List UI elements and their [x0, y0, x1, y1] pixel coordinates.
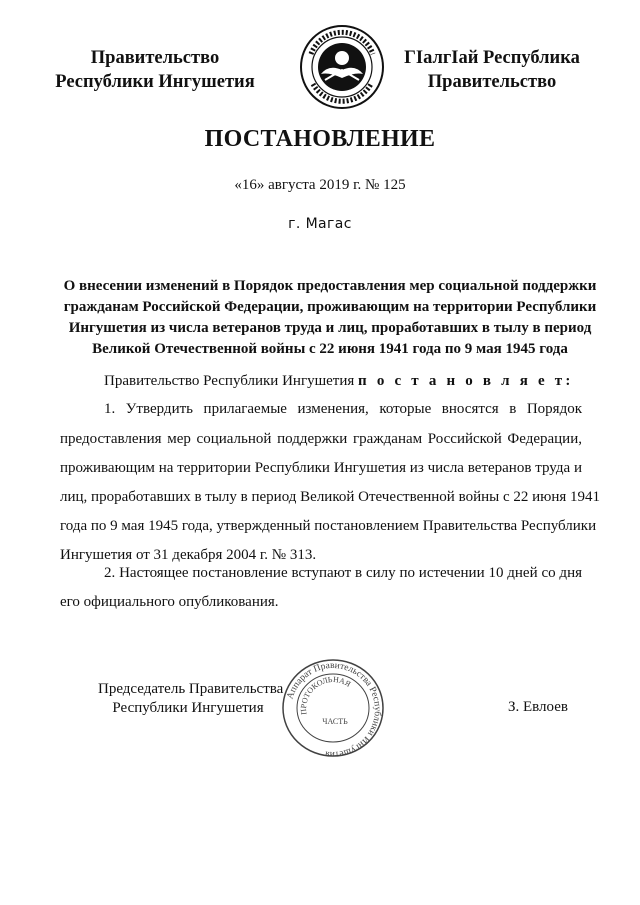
decree-item-1-line: проживающим на территории Республики Ингушетия из числа ветеранов труда и	[60, 460, 582, 476]
header-right-line: Правительство	[427, 72, 557, 92]
decree-item-1-line: 1. Утвердить прилагаемые изменения, которые вносятся в Порядок	[104, 401, 582, 417]
header-left-line: Республики Ингушетия	[55, 72, 255, 92]
signatory-position-line: Председатель Правительства	[98, 681, 284, 697]
decree-item-2-line: 2. Настоящее постановление вступают в силу по истечении 10 дней со дня	[104, 565, 582, 581]
decree-verb: п о с т а н о в л я е т:	[358, 373, 574, 389]
signatory-position	[98, 680, 284, 718]
decree-intro	[104, 373, 574, 390]
decree-item-2-line: его официального опубликования.	[60, 594, 279, 610]
decree-item-1-line: лиц, проработавших в тылу в период Великой Отечественной войны с 22 июня 1941	[60, 489, 601, 505]
stamp-center-text: ЧАСТЬ	[322, 717, 348, 726]
stamp-outer-text: Аппарат Правительства Республики Ингушетия	[285, 660, 383, 760]
subject-line: Великой Отечественной войны с 22 июня 1941 года по 9 мая 1945 года	[92, 341, 568, 357]
decree-intro-text: Правительство Республики Ингушетия	[104, 373, 359, 389]
header-right-line: ГIалгIай Республика	[404, 48, 580, 68]
decree-item-1-line: предоставления мер социальной поддержки гражданам Российской Федерации,	[60, 431, 582, 447]
subject-line: Ингушетия из числа ветеранов труда и лиц, проработавших в тылу в период	[68, 320, 592, 336]
svg-text:ПРОТОКОЛЬНАЯ	[299, 675, 353, 715]
header-left-line: Правительство	[90, 48, 220, 68]
document-title: ПОСТАНОВЛЕНИЕ	[204, 126, 436, 152]
subject-line: гражданам Российской Федерации, проживающим на территории Республики	[63, 299, 597, 315]
republic-coat-of-arms-icon	[299, 24, 385, 110]
official-round-stamp-icon	[273, 652, 393, 762]
header-left-title	[50, 46, 260, 94]
signatory-position-line: Республики Ингушетия	[112, 700, 264, 716]
document-city: г. Магас	[288, 216, 352, 232]
decree-item-1-line: года по 9 мая 1945 года, утвержденный постановлением Правительства Республики	[60, 518, 597, 534]
subject-line: О внесении изменений в Порядок предоставления мер социальной поддержки	[63, 278, 597, 294]
stamp-inner-text: ПРОТОКОЛЬНАЯ	[298, 674, 353, 716]
decree-item-1-line: Ингушетия от 31 декабря 2004 г. № 313.	[60, 547, 317, 563]
document-date-number: «16» августа 2019 г. № 125	[234, 177, 406, 193]
header-right-title	[392, 46, 592, 94]
document-subject	[60, 276, 600, 360]
signatory-name: З. Евлоев	[508, 699, 568, 715]
